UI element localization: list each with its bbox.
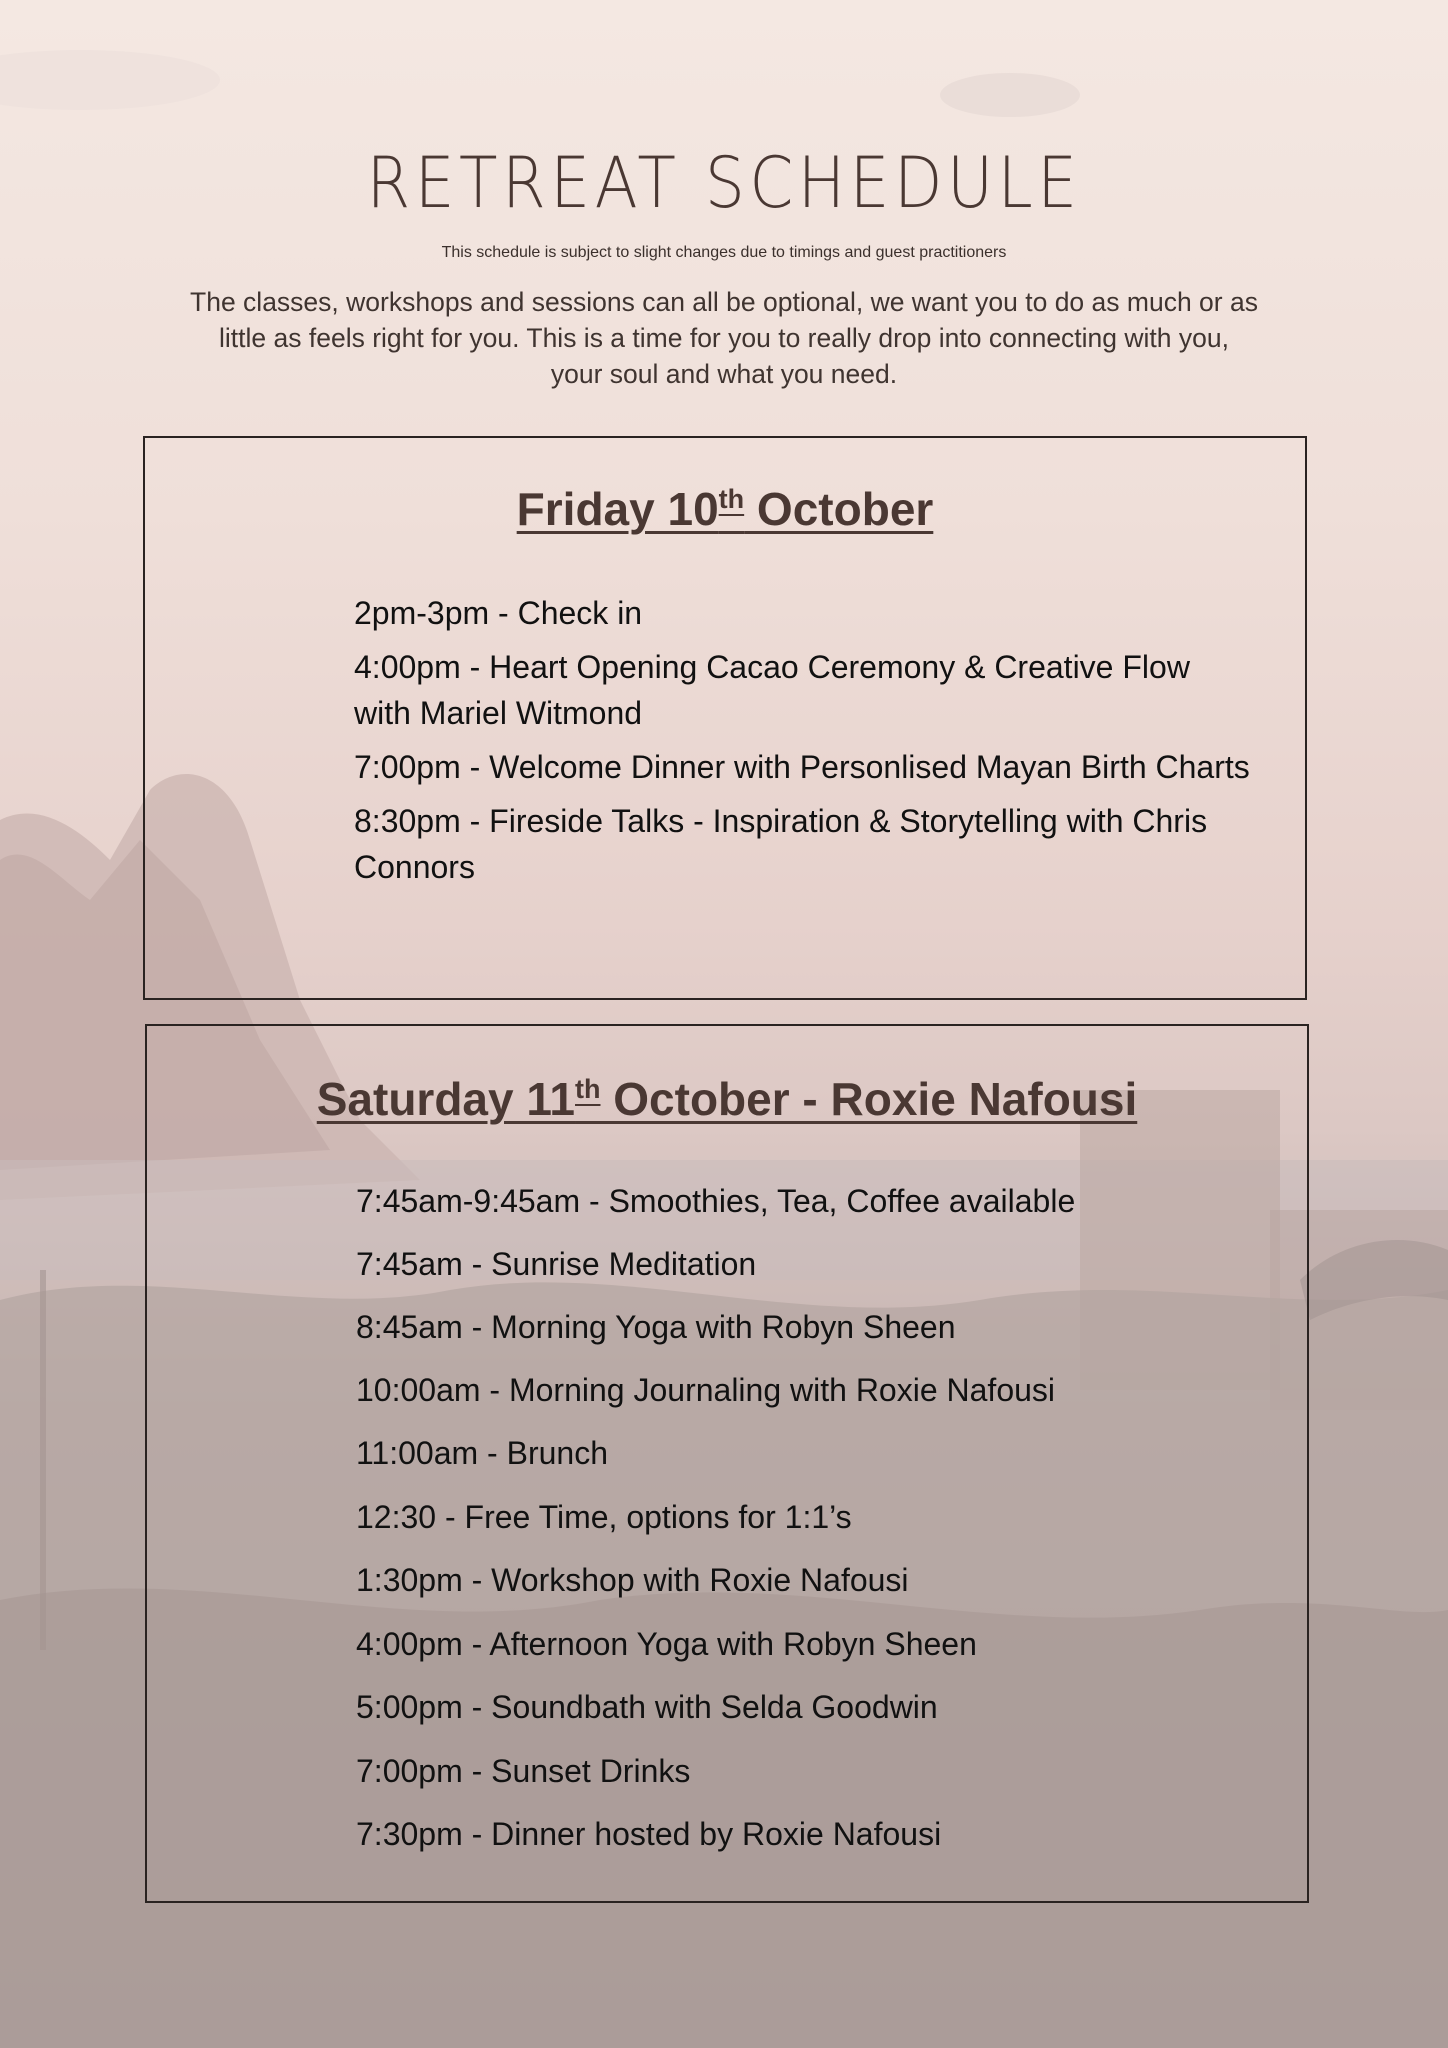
schedule-item: 5:00pm - Soundbath with Selda Goodwin [356, 1689, 938, 1725]
schedule-item: 4:00pm - Afternoon Yoga with Robyn Sheen [356, 1625, 977, 1662]
schedule-item: 7:45am - Sunrise Meditation [356, 1246, 757, 1282]
page-title: RETREAT SCHEDULE [366, 142, 1082, 224]
intro-paragraph: The classes, workshops and sessions can all be optional, we want you to do as much or as little as feels right for you. This is a time for you to really drop into connecting with you, your soul and what you need. [190, 287, 1258, 389]
saturday-heading [147, 1072, 1307, 1126]
page-subtitle: This schedule is subject to slight changes due to timings and guest practitioners [441, 244, 1007, 261]
friday-heading-sup: th [718, 484, 745, 514]
friday-item-list [354, 590, 1254, 898]
schedule-item: 1:30pm - Workshop with Roxie Nafousi [356, 1562, 909, 1598]
schedule-item: 2pm-3pm - Check in [354, 595, 643, 631]
friday-schedule-box [143, 436, 1307, 1000]
friday-heading-post: October [744, 483, 934, 535]
saturday-schedule-box [145, 1024, 1309, 1903]
schedule-item: 7:45am-9:45am - Smoothies, Tea, Coffee available [356, 1183, 1076, 1219]
saturday-heading-pre: Saturday 11 [316, 1073, 576, 1125]
schedule-item: 8:30pm - Fireside Talks - Inspiration & Storytelling with Chris Connors [354, 803, 1208, 885]
friday-heading [145, 482, 1305, 536]
saturday-heading-sup: th [575, 1074, 601, 1104]
friday-heading-pre: Friday 10 [516, 483, 719, 535]
schedule-item: 7:00pm - Welcome Dinner with Personlised Mayan Birth Charts [354, 749, 1250, 785]
saturday-heading-post: October - Roxie Nafousi [600, 1073, 1138, 1125]
schedule-item: 4:00pm - Heart Opening Cacao Ceremony & Creative Flow with Mariel Witmond [354, 649, 1190, 731]
schedule-item: 10:00am - Morning Journaling with Roxie Nafousi [356, 1372, 1056, 1408]
schedule-item: 12:30 - Free Time, options for 1:1’s [356, 1498, 852, 1535]
schedule-item: 7:30pm - Dinner hosted by Roxie Nafousi [356, 1816, 942, 1852]
saturday-item-list [356, 1178, 1256, 1875]
schedule-item: 8:45am - Morning Yoga with Robyn Sheen [356, 1309, 956, 1345]
schedule-item: 11:00am - Brunch [356, 1435, 608, 1471]
schedule-item: 7:00pm - Sunset Drinks [356, 1752, 691, 1789]
